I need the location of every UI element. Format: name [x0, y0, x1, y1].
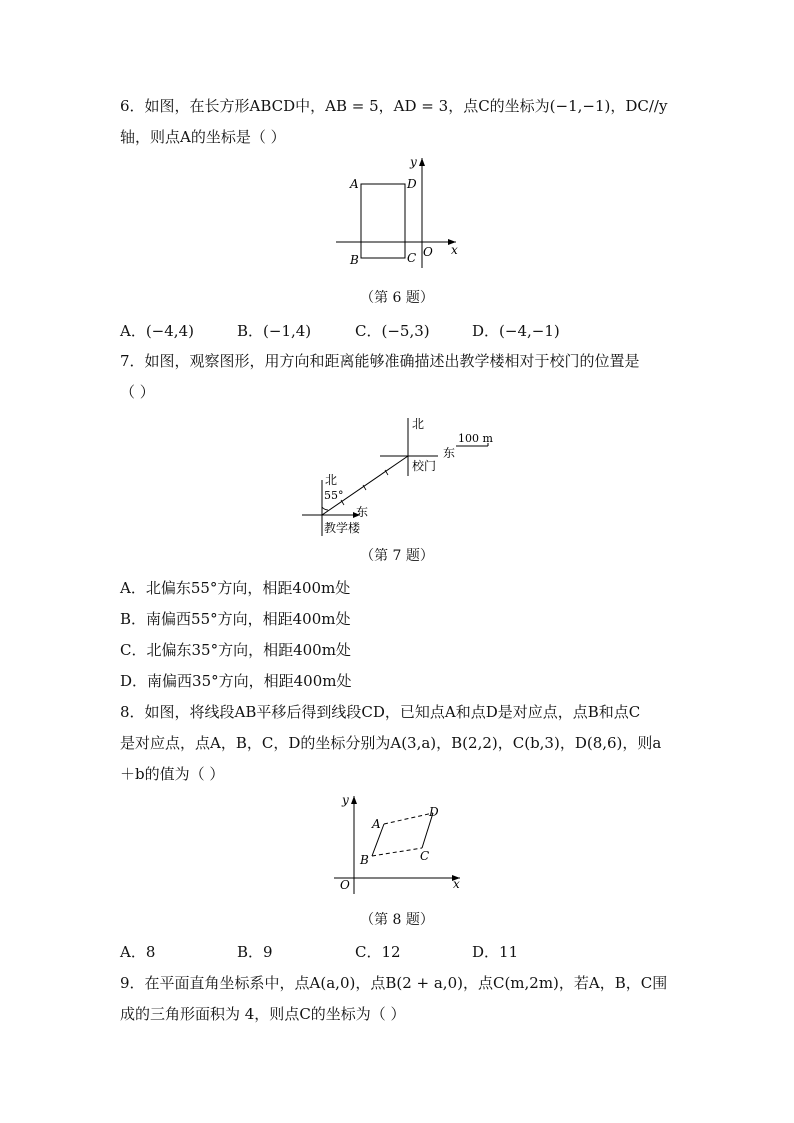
- q7-option-b: B．南偏西55°方向，相距400m处: [120, 610, 351, 628]
- q7-north-bottom: 北: [325, 473, 338, 487]
- q8-label-o: O: [340, 878, 350, 892]
- q8-figure: [330, 790, 470, 900]
- q6-caption: （第 6 题）: [360, 290, 434, 306]
- q7-angle-label: 55°: [324, 489, 344, 502]
- q8-stem-line1: 8．如图，将线段AB平移后得到线段CD，已知点A和点D是对应点，点B和点C: [120, 703, 641, 721]
- q9-stem-line1: 9．在平面直角坐标系中，点A(a,0)，点B(2 + a,0)，点C(m,2m)，若A，B，C围: [120, 974, 668, 992]
- q8-label-d: D: [429, 805, 439, 819]
- q6-label-c: C: [407, 251, 417, 265]
- q7-scale-label: 100 m: [458, 432, 493, 445]
- q6-label-o: O: [423, 245, 433, 259]
- q7-east-top: 东: [443, 446, 456, 460]
- q7-figure: [298, 410, 508, 540]
- q7-building-label: 教学楼: [324, 521, 361, 535]
- q8-stem-line3: ＋b的值为（ ）: [120, 765, 225, 783]
- q6-label-b: B: [350, 253, 359, 267]
- q9-stem-line2: 成的三角形面积为 4，则点C的坐标为（ ）: [120, 1005, 406, 1023]
- q8-label-x: x: [453, 877, 460, 891]
- q6-stem-line1: 6．如图，在长方形ABCD中，AB = 5，AD = 3，点C的坐标为(−1,−1)，DC//y: [120, 97, 668, 115]
- q7-gate-label: 校门: [412, 459, 437, 473]
- q6-label-x: x: [451, 243, 458, 257]
- q8-option-b: B．9: [237, 943, 273, 961]
- q6-option-d: D．(−4,−1): [472, 322, 560, 340]
- q7-stem-line1: 7．如图，观察图形，用方向和距离能够准确描述出教学楼相对于校门的位置是: [120, 352, 640, 370]
- q8-option-d: D．11: [472, 943, 519, 961]
- q7-stem-line2: （ ）: [120, 383, 155, 401]
- q7-option-a: A．北偏东55°方向，相距400m处: [120, 579, 351, 597]
- q6-option-c: C．(−5,3): [355, 322, 430, 340]
- q6-label-y: y: [410, 155, 417, 169]
- q8-label-b: B: [360, 853, 369, 867]
- q6-stem-line2: 轴，则点A的坐标是（ ）: [120, 128, 286, 146]
- q8-option-a: A．8: [120, 943, 156, 961]
- q7-east-bottom: 东: [356, 505, 369, 519]
- q6-option-b: B．(−1,4): [237, 322, 312, 340]
- q6-label-a: A: [350, 177, 359, 191]
- q7-north-top: 北: [412, 417, 425, 431]
- q8-label-c: C: [420, 849, 430, 863]
- q7-option-c: C．北偏东35°方向，相距400m处: [120, 641, 351, 659]
- q8-label-a: A: [372, 817, 381, 831]
- q6-label-d: D: [407, 177, 417, 191]
- q7-caption: （第 7 题）: [360, 548, 434, 564]
- q6-figure: [330, 150, 470, 270]
- q7-option-d: D．南偏西35°方向，相距400m处: [120, 672, 352, 690]
- q8-stem-line2: 是对应点，点A，B，C，D的坐标分别为A(3,a)，B(2,2)，C(b,3)，D(8,6)，则a: [120, 734, 662, 752]
- q8-label-y: y: [342, 793, 349, 807]
- q8-caption: （第 8 题）: [360, 912, 434, 928]
- q8-option-c: C．12: [355, 943, 401, 961]
- q6-option-a: A．(−4,4): [120, 322, 194, 340]
